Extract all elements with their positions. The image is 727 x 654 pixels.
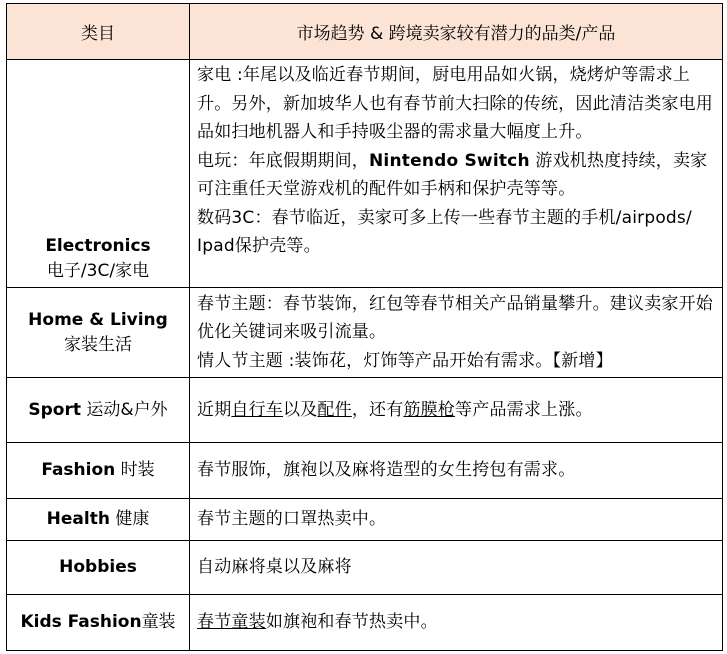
header-trends: 市场趋势 & 跨境卖家较有潜力的品类/产品 bbox=[190, 4, 723, 60]
table-row bbox=[7, 60, 723, 288]
paragraph: 数码3C：春节临近，卖家可多上传一些春节主题的手机/airpods/ Ipad保护壳等。 bbox=[197, 207, 692, 256]
description-cell: 自动麻将桌以及麻将 bbox=[190, 541, 723, 595]
category-cn: 童装 bbox=[141, 612, 176, 632]
category-cell bbox=[7, 443, 190, 499]
category-cell bbox=[7, 595, 190, 651]
category-cell bbox=[7, 378, 190, 443]
category-cell bbox=[7, 60, 190, 288]
category-cell bbox=[7, 499, 190, 541]
paragraph: 电玩：年底假期期间，Nintendo Switch 游戏机热度持续，卖家可注重任天堂游戏机的配件如手柄和保护壳等等。 bbox=[197, 150, 708, 199]
category-cell bbox=[7, 541, 190, 595]
category-en: Hobbies bbox=[59, 557, 137, 577]
category-cn: 运动&户外 bbox=[86, 399, 168, 420]
category-en: Sport bbox=[28, 399, 81, 420]
category-cn: 时装 bbox=[120, 460, 155, 480]
table-row bbox=[7, 499, 723, 541]
description-cell bbox=[190, 60, 723, 288]
header-category: 类目 bbox=[7, 4, 190, 60]
description-cell: 春节主题的口罩热卖中。 bbox=[190, 499, 723, 541]
underlined-term: 自行车 bbox=[231, 399, 284, 420]
description-cell: 春节服饰，旗袍以及麻将造型的女生挎包有需求。 bbox=[190, 443, 723, 499]
description-cell bbox=[190, 288, 723, 378]
category-en: Electronics bbox=[45, 236, 151, 256]
underlined-term: 筋膜枪 bbox=[403, 399, 456, 420]
category-cn: 健康 bbox=[115, 509, 150, 529]
trend-table bbox=[6, 3, 723, 651]
paragraph: 家电 :年尾以及临近春节期间，厨电用品如火锅，烧烤炉等需求上升。另外，新加坡华人也有春节前大扫除的传统，因此清洁类家电用品如扫地机器人和手持吸尘器的需求量大幅度上升。 bbox=[197, 65, 713, 142]
table-row bbox=[7, 443, 723, 499]
underlined-term: 配件 bbox=[317, 399, 352, 420]
table-row bbox=[7, 378, 723, 443]
underlined-term: 春节童装 bbox=[197, 612, 266, 633]
category-en: Home & Living bbox=[28, 309, 168, 330]
category-cn: 电子/3C/家电 bbox=[46, 261, 150, 281]
paragraph: 春节主题：春节装饰，红包等春节相关产品销量攀升。建议卖家开始优化关键词来吸引流量。 bbox=[197, 293, 713, 343]
table-row bbox=[7, 595, 723, 651]
description-cell: 近期自行车以及配件，还有筋膜枪等产品需求上涨。 bbox=[190, 378, 723, 443]
description-cell: 春节童装如旗袍和春节热卖中。 bbox=[190, 595, 723, 651]
table-row bbox=[7, 541, 723, 595]
category-en: Health bbox=[46, 509, 110, 529]
category-cn: 家装生活 bbox=[64, 334, 132, 355]
category-en: Fashion bbox=[41, 460, 116, 480]
product-name: Nintendo Switch bbox=[369, 150, 530, 171]
category-en: Kids Fashion bbox=[20, 612, 142, 632]
category-cell bbox=[7, 288, 190, 378]
header-row bbox=[7, 4, 723, 60]
paragraph: 情人节主题 :装饰花，灯饰等产品开始有需求。【新增】 bbox=[197, 350, 613, 371]
table-row bbox=[7, 288, 723, 378]
